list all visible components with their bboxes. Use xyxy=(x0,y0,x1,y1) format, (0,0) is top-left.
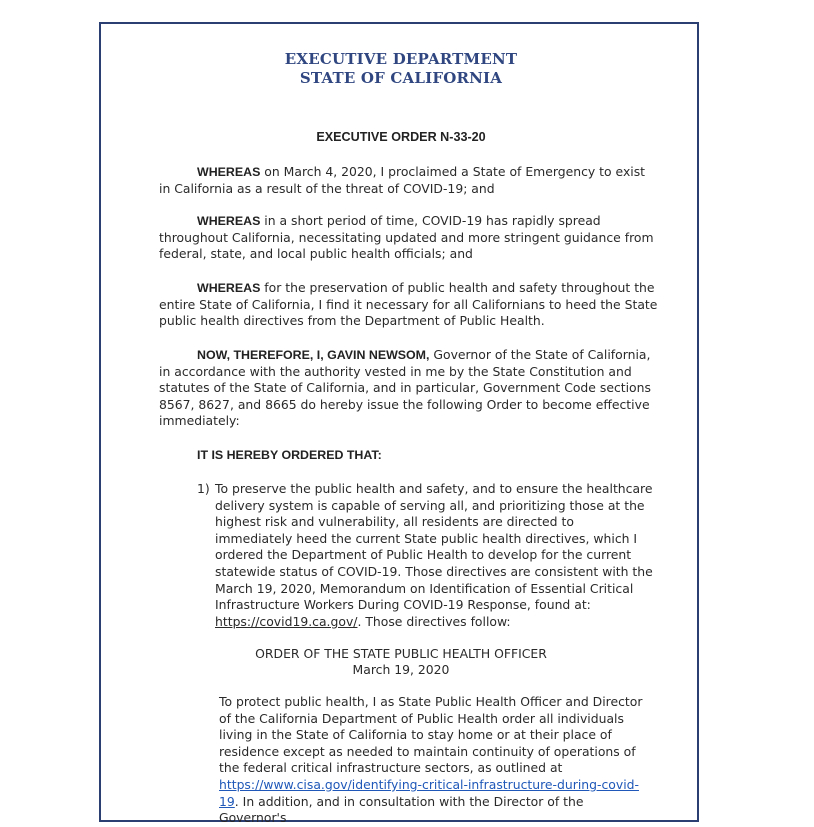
whereas-paragraph-2 xyxy=(159,213,659,263)
sub-order-text-end: . In addition, and in consultation with the Director of the Governor's xyxy=(219,793,584,826)
order-item-1 xyxy=(215,481,655,630)
now-therefore-paragraph xyxy=(159,347,659,430)
sub-order-title: ORDER OF THE STATE PUBLIC HEALTH OFFICER xyxy=(255,646,547,661)
paragraph-text: Governor of the State of California, in accordance with the authority vested in me by the State Constitution and statutes of the State of California, and in particular, Government Code sections 8567, 8627, and 8665 do hereby issue the following Order to become effective immediately: xyxy=(159,347,651,429)
item-number: 1) xyxy=(197,481,210,496)
whereas-paragraph-1 xyxy=(159,164,659,197)
sub-order-date: March 19, 2020 xyxy=(352,662,450,677)
paragraph-lead: WHEREAS xyxy=(197,165,261,179)
cisa-link[interactable]: https://www.cisa.gov/identifying-critical-infrastructure-during-covid-19 xyxy=(219,776,639,809)
covid19-link[interactable]: https://covid19.ca.gov/ xyxy=(215,613,358,629)
sub-order-text: To protect public health, I as State Public Health Officer and Director of the California Department of Public Health order all individuals living in the State of California to stay home or at their place of residence except as needed to maintain continuity of operations of the federal critical infrastructure sectors, as outlined at xyxy=(219,694,643,776)
paragraph-text: in a short period of time, COVID-19 has rapidly spread throughout California, necessitating updated and more stringent guidance from federal, state, and local public health officials; and xyxy=(159,213,654,262)
paragraph-lead: NOW, THEREFORE, I, GAVIN NEWSOM, xyxy=(197,348,430,362)
department-header-line2: STATE OF CALIFORNIA xyxy=(299,69,503,87)
order-title: EXECUTIVE ORDER N-33-20 xyxy=(316,130,486,144)
department-header-line1: EXECUTIVE DEPARTMENT xyxy=(284,50,518,68)
item-text: To preserve the public health and safety, and to ensure the healthcare delivery system is capable of serving all, and prioritizing those at the highest risk and vulnerability, all residents are directed to immediately heed the current State public health directives, which I ordered the Department of Public Health to develop for the current statewide status of COVID-19. Those directives are consistent with the March 19, 2020, Memorandum on Identification of Essential Critical Infrastructure Workers During COVID-19 Response, found at: xyxy=(215,481,653,613)
document-page xyxy=(99,22,699,826)
paragraph-lead: WHEREAS xyxy=(197,214,261,228)
hereby-ordered-heading: IT IS HEREBY ORDERED THAT: xyxy=(197,448,382,462)
paragraph-text: on March 4, 2020, I proclaimed a State of Emergency to exist in California as a result of the threat of COVID-19; and xyxy=(159,164,646,196)
item-text-end: . Those directives follow: xyxy=(357,613,511,629)
paragraph-text: for the preservation of public health and safety throughout the entire State of California, I find it necessary for all Californians to heed the State public health directives from the Department of Public Health. xyxy=(159,280,658,329)
whereas-paragraph-3 xyxy=(159,280,659,330)
paragraph-lead: WHEREAS xyxy=(197,281,261,295)
